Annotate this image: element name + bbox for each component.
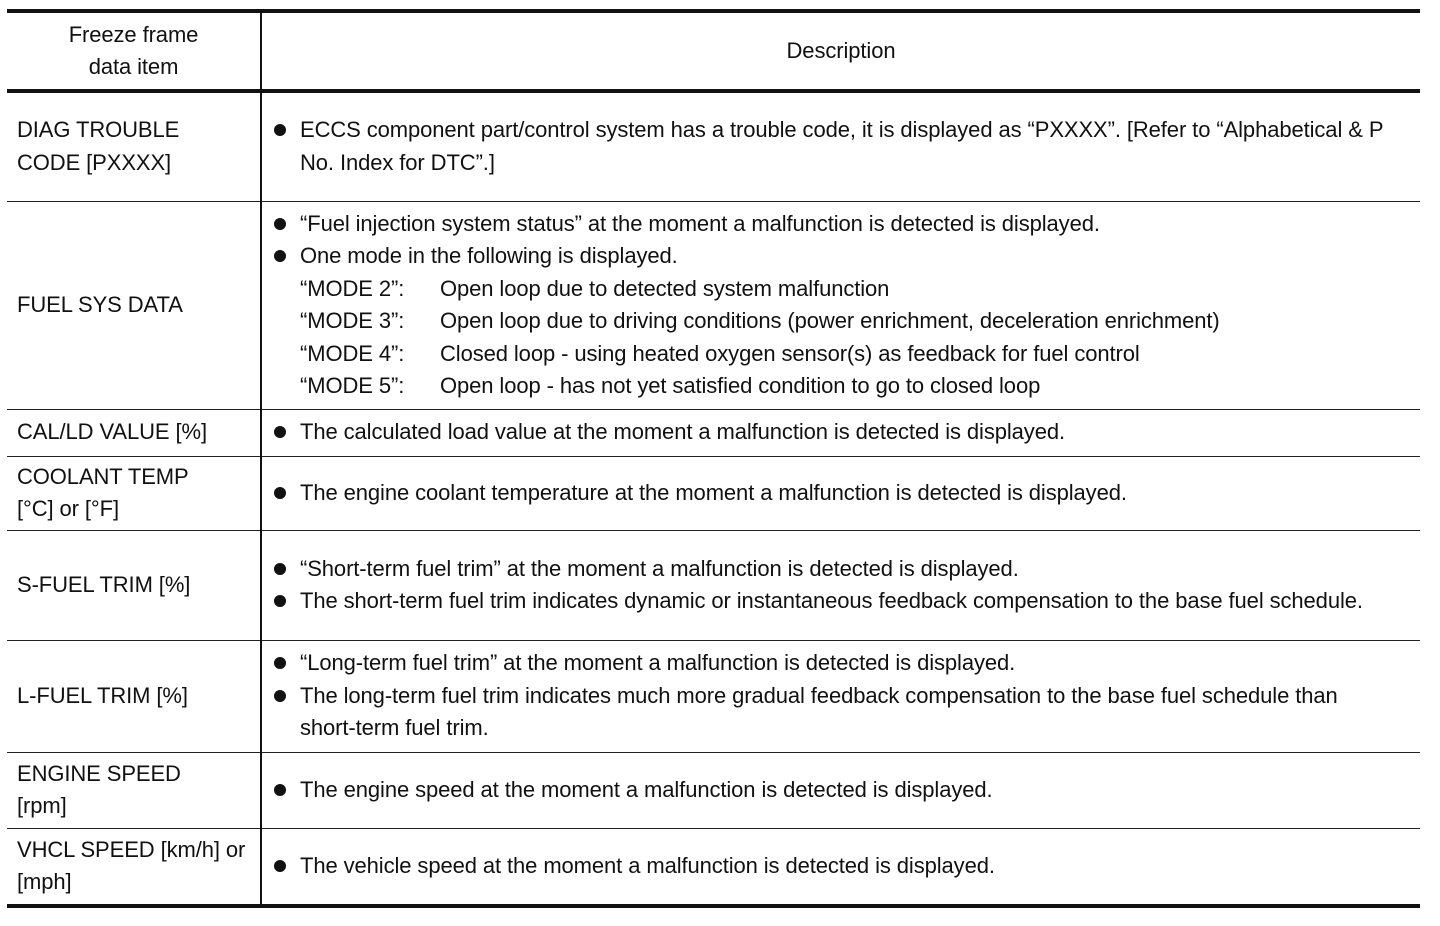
bullet-item: [272, 850, 1390, 883]
mode-item: [300, 305, 1390, 338]
description-cell: [261, 409, 1420, 456]
bullet-text: “Long-term fuel trim” at the moment a malfunction is detected is displayed.: [300, 650, 1016, 676]
description-cell: [261, 828, 1420, 906]
bullet-icon: [274, 784, 286, 796]
table-row: [7, 752, 1420, 828]
mode-text: Open loop due to driving conditions (power enrichment, deceleration enrichment): [440, 308, 1220, 333]
mode-item: [300, 370, 1390, 403]
bullet-icon: [274, 690, 286, 702]
bullet-item: [272, 585, 1390, 618]
bullet-item: [272, 553, 1390, 586]
description-cell: [261, 640, 1420, 752]
description-cell: [261, 201, 1420, 409]
mode-key: “MODE 3”:: [300, 308, 405, 333]
bullet-text: One mode in the following is displayed.: [300, 243, 678, 268]
bullet-item: [272, 114, 1390, 179]
table-row: [7, 201, 1420, 409]
bullet-icon: [274, 250, 286, 262]
bullet-text: The calculated load value at the moment a malfunction is detected is displayed.: [300, 419, 1065, 445]
mode-text: Closed loop - using heated oxygen sensor(s) as feedback for fuel control: [440, 340, 1140, 366]
bullet-item: [272, 240, 1390, 403]
header-item: Freeze frame data item: [7, 11, 261, 91]
bullet-item: [272, 774, 1390, 807]
table-row: [7, 530, 1420, 640]
table-row: [7, 828, 1420, 906]
bullet-text: The vehicle speed at the moment a malfunction is detected is displayed.: [300, 853, 995, 878]
bullet-text: “Fuel injection system status” at the moment a malfunction is detected is displayed.: [300, 210, 1100, 236]
mode-item: [300, 338, 1390, 371]
bullet-icon: [274, 124, 286, 136]
mode-item: [300, 273, 1390, 306]
bullet-item: [272, 477, 1390, 510]
mode-list: [300, 273, 1390, 403]
mode-key: “MODE 2”:: [300, 275, 405, 301]
item-cell: FUEL SYS DATA: [7, 201, 261, 409]
bullet-icon: [274, 860, 286, 872]
header-description: Description: [786, 37, 896, 63]
bullet-icon: [274, 218, 286, 230]
item-cell: VHCL SPEED [km/h] or [mph]: [7, 828, 261, 906]
bullet-text: The engine coolant temperature at the moment a malfunction is detected is displayed.: [300, 479, 1127, 505]
item-cell: ENGINE SPEED [rpm]: [7, 752, 261, 828]
description-cell: [261, 752, 1420, 828]
description-cell: [261, 530, 1420, 640]
table-row: [7, 456, 1420, 530]
bullet-icon: [274, 563, 286, 575]
mode-text: Open loop due to detected system malfunction: [440, 275, 890, 301]
bullet-text: ECCS component part/control system has a trouble code, it is displayed as “PXXXX”. [Refer to “Alphabetical & P No. Index for DTC”.]: [300, 117, 1384, 175]
bullet-item: [272, 416, 1390, 449]
mode-key: “MODE 4”:: [300, 340, 405, 366]
bullet-icon: [274, 426, 286, 438]
bullet-icon: [274, 595, 286, 607]
description-cell: [261, 456, 1420, 530]
item-cell: DIAG TROUBLE CODE [PXXXX]: [7, 91, 261, 201]
mode-key: “MODE 5”:: [300, 373, 405, 398]
bullet-text: The short-term fuel trim indicates dynamic or instantaneous feedback compensation to the base fuel schedule.: [300, 588, 1363, 613]
bullet-item: [272, 647, 1390, 680]
bullet-item: [272, 208, 1390, 241]
description-cell: [261, 91, 1420, 201]
item-cell: L-FUEL TRIM [%]: [7, 640, 261, 752]
bullet-item: [272, 680, 1390, 745]
bullet-text: The long-term fuel trim indicates much more gradual feedback compensation to the base fuel schedule than short-term fuel trim.: [300, 682, 1338, 741]
bullet-text: The engine speed at the moment a malfunction is detected is displayed.: [300, 776, 993, 802]
item-cell: CAL/LD VALUE [%]: [7, 409, 261, 456]
table-row: [7, 409, 1420, 456]
table-row: [7, 91, 1420, 201]
bullet-text: “Short-term fuel trim” at the moment a malfunction is detected is displayed.: [300, 555, 1019, 581]
bullet-icon: [274, 657, 286, 669]
bullet-icon: [274, 487, 286, 499]
mode-text: Open loop - has not yet satisfied condition to go to closed loop: [440, 373, 1041, 398]
item-cell: S-FUEL TRIM [%]: [7, 530, 261, 640]
freeze-frame-data-table: [7, 9, 1420, 908]
table-row: [7, 640, 1420, 752]
item-cell: COOLANT TEMP [°C] or [°F]: [7, 456, 261, 530]
table-header-row: [7, 11, 1420, 91]
